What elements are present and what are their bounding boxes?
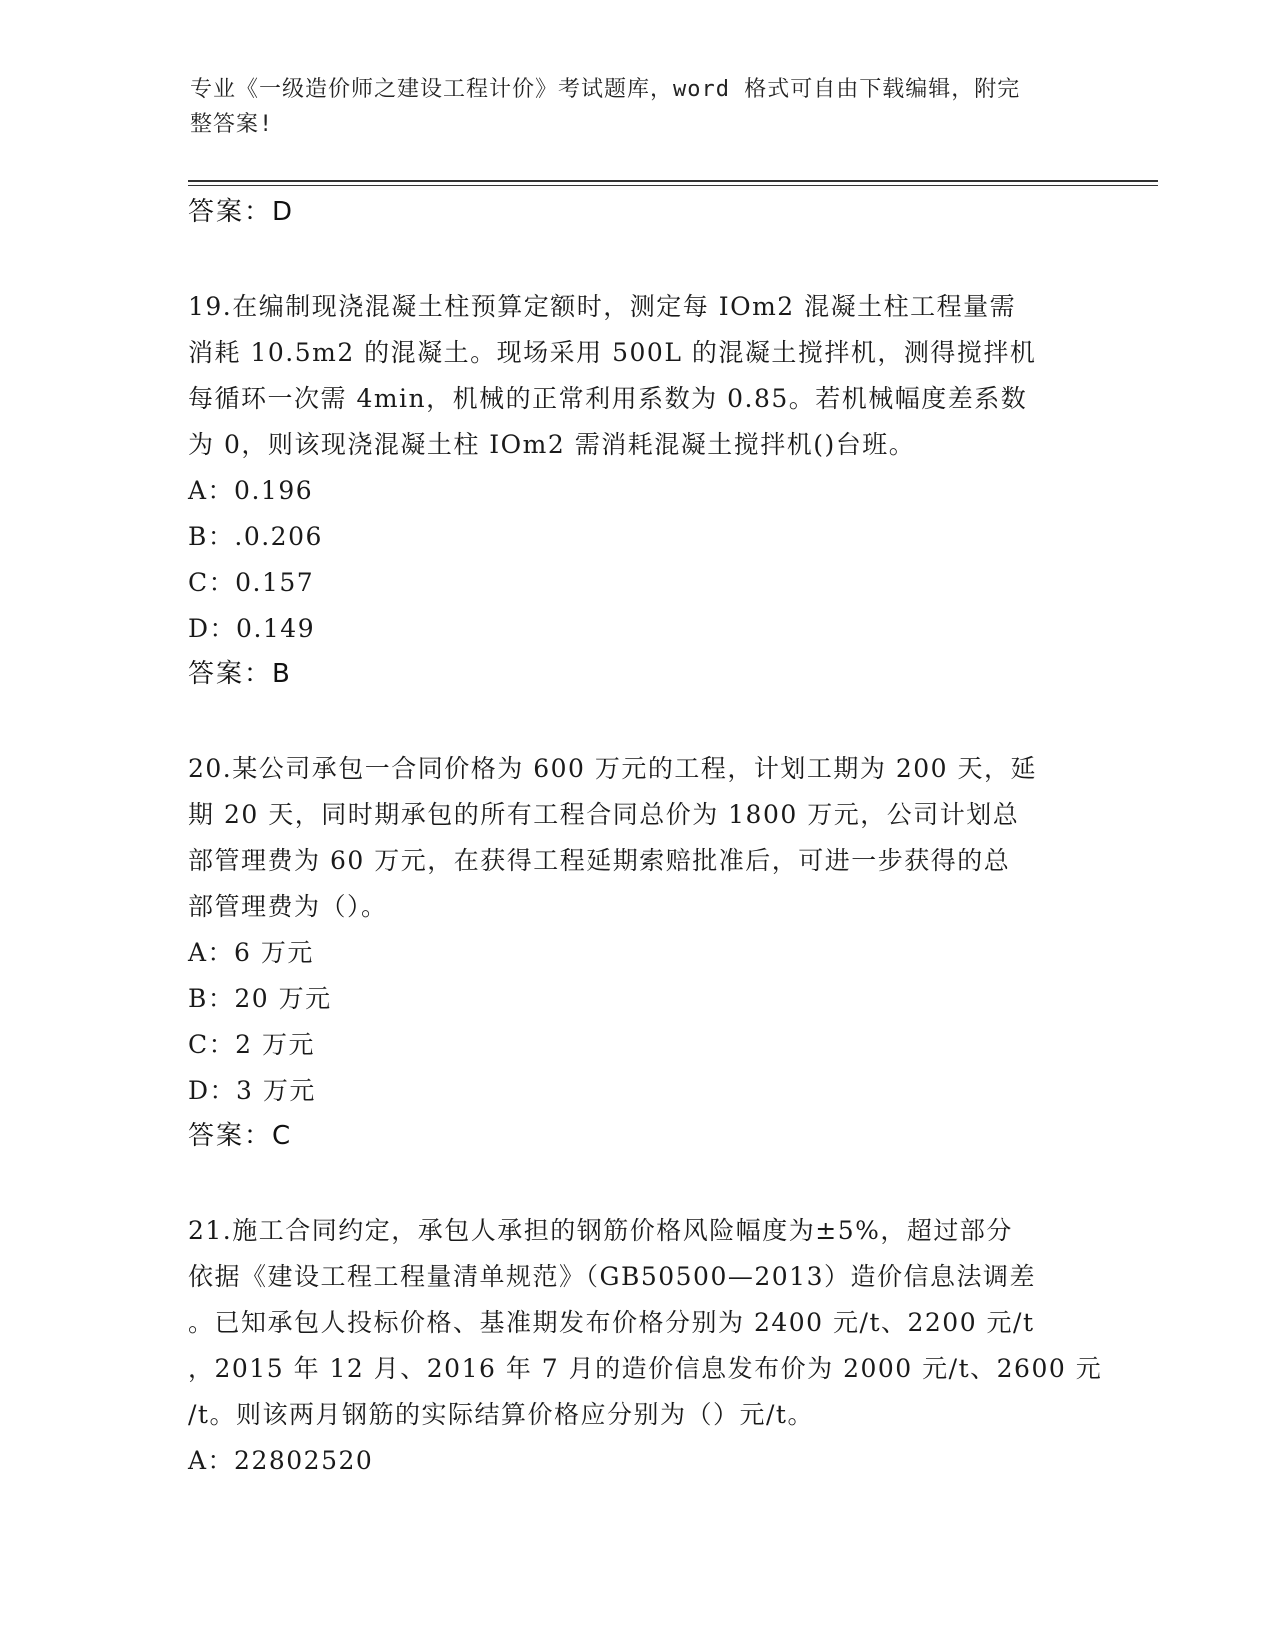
header-line-2: 整答案!	[190, 112, 274, 137]
answer-label: 答案：C	[188, 1121, 293, 1151]
question-text-line: 期 20 天，同时期承包的所有工程合同总价为 1800 万元，公司计划总	[188, 800, 1020, 829]
question-20	[188, 746, 1088, 930]
option-a: A：22802520	[188, 1446, 374, 1475]
option-c: C：2 万元	[188, 1030, 315, 1059]
answer-label: 答案：B	[188, 659, 292, 689]
question-21	[188, 1208, 1103, 1438]
option-a: A：6 万元	[188, 938, 314, 967]
question-text-line: 20.某公司承包一合同价格为 600 万元的工程，计划工期为 200 天，延	[188, 754, 1037, 783]
answer-label: 答案：D	[188, 197, 295, 227]
question-19	[188, 284, 1088, 468]
option-d: D：3 万元	[188, 1076, 316, 1105]
question-list	[188, 192, 1103, 1484]
question-text-line: 19.在编制现浇混凝土柱预算定额时，测定每 IOm2 混凝土柱工程量需	[188, 292, 1017, 321]
question-text-line: 依据《建设工程工程量清单规范》（GB50500—2013）造价信息法调差	[188, 1262, 1036, 1291]
question-text-line: ，2015 年 12 月、2016 年 7 月的造价信息发布价为 2000 元/t、2600 元	[188, 1354, 1103, 1383]
option-a: A：0.196	[188, 476, 314, 505]
question-text-line: 部管理费为（）。	[188, 892, 388, 921]
page-header	[190, 72, 1090, 142]
question-text-line: 为 0，则该现浇混凝土柱 IOm2 需消耗混凝土搅拌机()台班。	[188, 430, 916, 459]
option-c: C：0.157	[188, 568, 315, 597]
option-b: B：20 万元	[188, 984, 332, 1013]
question-text-line: /t。则该两月钢筋的实际结算价格应分别为（）元/t。	[188, 1400, 814, 1429]
header-divider-thick	[188, 180, 1158, 182]
option-d: D：0.149	[188, 614, 316, 643]
question-text-line: 21.施工合同约定，承包人承担的钢筋价格风险幅度为±5%，超过部分	[188, 1216, 1013, 1245]
question-text-line: 。已知承包人投标价格、基准期发布价格分别为 2400 元/t、2200 元/t	[188, 1308, 1035, 1337]
option-b: B：.0.206	[188, 522, 323, 551]
question-text-line: 部管理费为 60 万元，在获得工程延期索赔批准后，可进一步获得的总	[188, 846, 1011, 875]
header-line-1: 专业《一级造价师之建设工程计价》考试题库，word 格式可自由下载编辑，附完	[190, 77, 1021, 102]
question-text-line: 消耗 10.5m2 的混凝土。现场采用 500L 的混凝土搅拌机，测得搅拌机	[188, 338, 1037, 367]
header-divider-thin	[188, 185, 1158, 186]
question-text-line: 每循环一次需 4min，机械的正常利用系数为 0.85。若机械幅度差系数	[188, 384, 1028, 413]
